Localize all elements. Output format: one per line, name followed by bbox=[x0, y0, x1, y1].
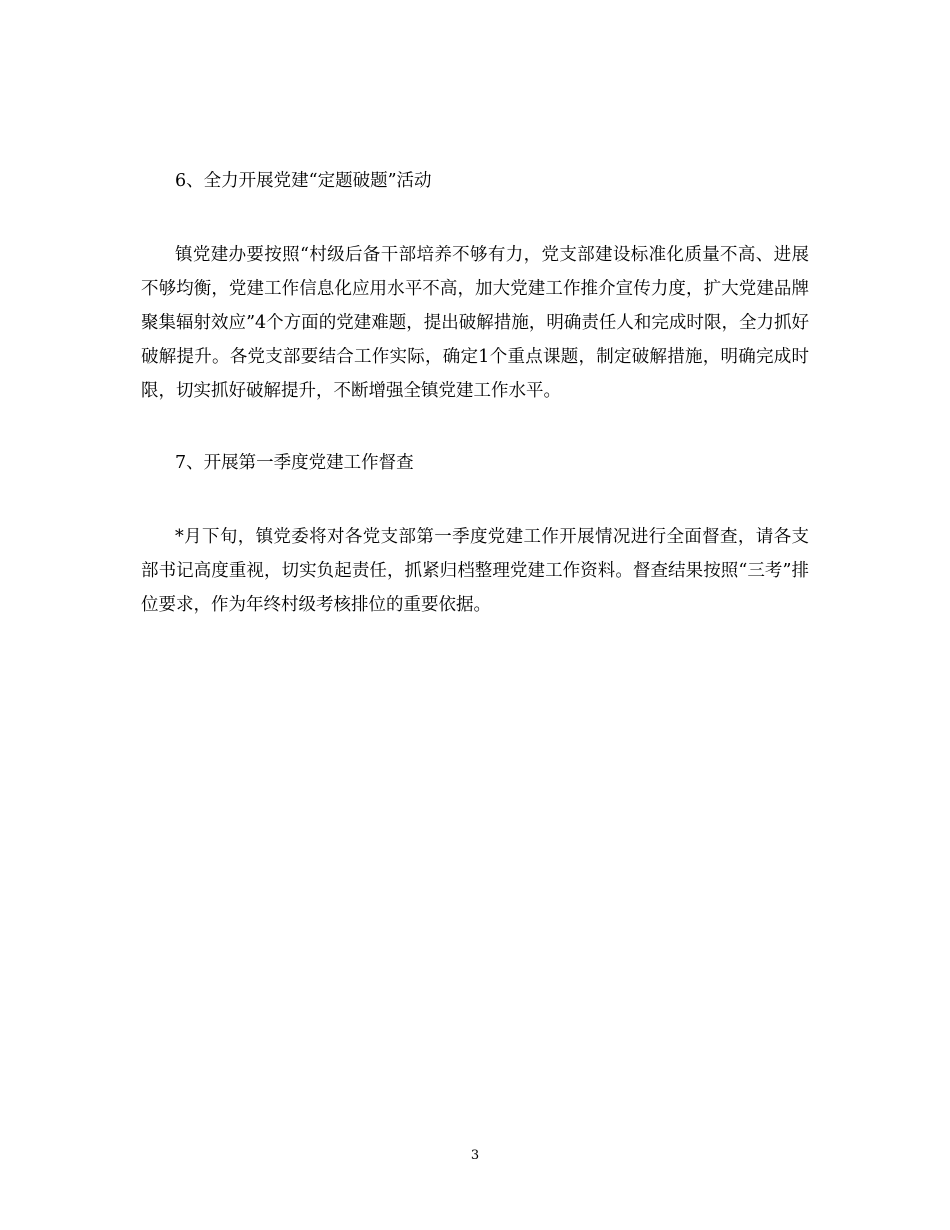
section-heading-6: 6、全力开展党建“定题破题”活动 bbox=[175, 171, 432, 191]
page-number: 3 bbox=[470, 1148, 480, 1163]
section-paragraph-6: 镇党建办要按照“村级后备干部培养不够有力，党支部建设标准化质量不高、进展不够均衡，党建工作信息化应用水平不高，加大党建工作推介宣传力度，扩大党建品牌聚集辐射效应”4个方面的党建难题，提出破解措施，明确责任人和完成时限，全力抓好破解提升。各党支部要结合工作实际，确定1个重点课题，制定破解措施，明确完成时限，切实抓好破解提升，不断增强全镇党建工作水平。 bbox=[141, 245, 809, 401]
section-heading-7: 7、开展第一季度党建工作督查 bbox=[175, 453, 414, 473]
document-body bbox=[141, 168, 809, 622]
section-paragraph-7: *月下旬，镇党委将对各党支部第一季度党建工作开展情况进行全面督查，请各支部书记高度重视，切实负起责任，抓紧归档整理党建工作资料。督查结果按照“三考”排位要求，作为年终村级考核排位的重要依据。 bbox=[141, 527, 809, 615]
